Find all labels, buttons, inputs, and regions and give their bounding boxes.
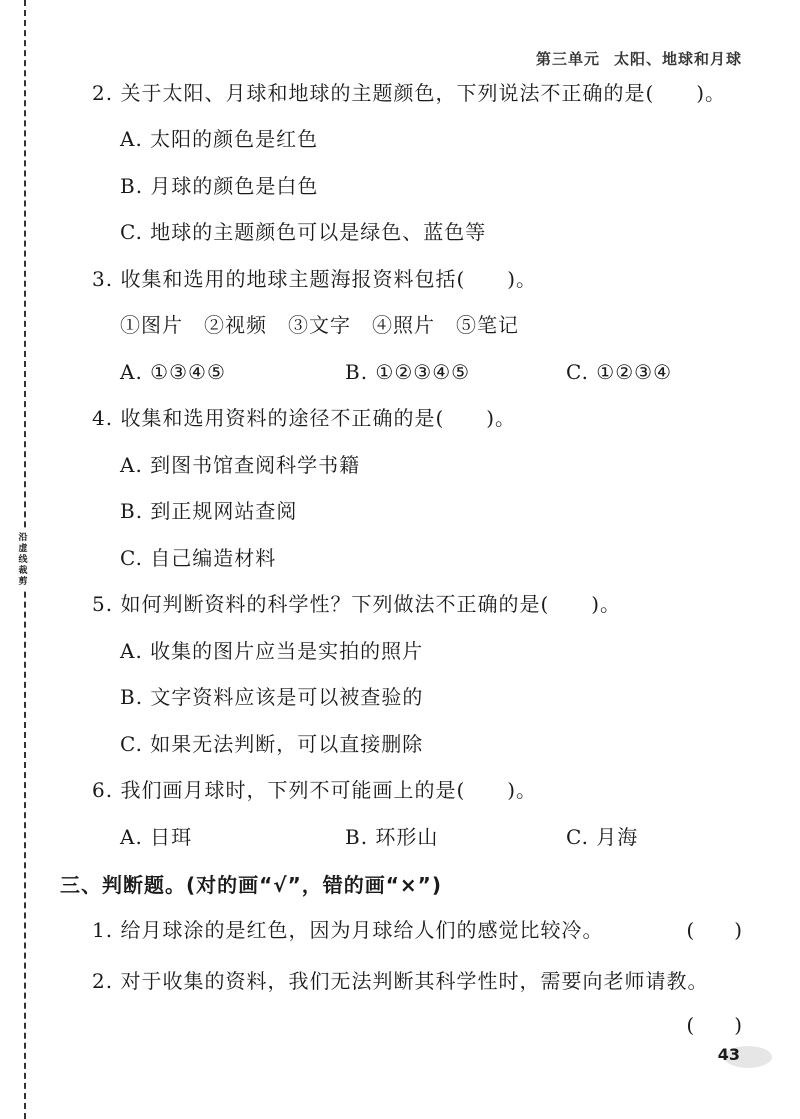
question-6-option-b: B. 环形山 — [345, 825, 439, 849]
question-5-option-b: B. 文字资料应该是可以被查验的 — [120, 685, 424, 709]
question-2-stem: 2. 关于太阳、月球和地球的主题颜色，下列说法不正确的是( )。 — [92, 81, 727, 105]
question-5-option-c: C. 如果无法判断，可以直接删除 — [120, 732, 424, 756]
cut-note: 沿虚线裁剪 — [16, 530, 30, 591]
question-6-option-c: C. 月海 — [566, 825, 639, 849]
question-5-option-a: A. 收集的图片应当是实拍的照片 — [120, 639, 424, 663]
judge-2-text: 2. 对于收集的资料，我们无法判断其科学性时，需要向老师请教。 — [92, 969, 709, 993]
question-2-option-b: B. 月球的颜色是白色 — [120, 174, 319, 198]
page-number: 43 — [717, 1045, 740, 1064]
judge-2-answer-paren[interactable]: ( ) — [686, 1013, 742, 1037]
question-2-option-a: A. 太阳的颜色是红色 — [120, 127, 319, 151]
question-3-option-a: A. ①③④⑤ — [120, 360, 226, 384]
question-4-option-a: A. 到图书馆查阅科学书籍 — [120, 453, 361, 477]
question-3-items: ①图片 ②视频 ③文字 ④照片 ⑤笔记 — [120, 313, 519, 337]
section-3-title: 三、判断题。(对的画“√”，错的画“×”) — [60, 873, 442, 897]
question-5-stem: 5. 如何判断资料的科学性？下列做法不正确的是( )。 — [92, 592, 622, 616]
question-3-option-c: C. ①②③④ — [566, 360, 673, 384]
question-4-option-c: C. 自己编造材料 — [120, 546, 277, 570]
judge-1-answer-paren[interactable]: ( ) — [686, 918, 742, 942]
question-6-stem: 6. 我们画月球时，下列不可能画上的是( )。 — [92, 778, 538, 802]
question-2-option-c: C. 地球的主题颜色可以是绿色、蓝色等 — [120, 220, 487, 244]
unit-label: 第三单元 — [535, 50, 600, 68]
question-4-option-b: B. 到正规网站查阅 — [120, 499, 298, 523]
question-3-option-b: B. ①②③④⑤ — [345, 360, 471, 384]
page-header — [536, 48, 742, 69]
question-3-stem: 3. 收集和选用的地球主题海报资料包括( )。 — [92, 267, 538, 291]
unit-title: 太阳、地球和月球 — [613, 50, 742, 68]
question-6-option-a: A. 日珥 — [120, 825, 193, 849]
judge-1-text: 1. 给月球涂的是红色，因为月球给人们的感觉比较冷。 — [92, 918, 604, 942]
question-4-stem: 4. 收集和选用资料的途径不正确的是( )。 — [92, 406, 517, 430]
